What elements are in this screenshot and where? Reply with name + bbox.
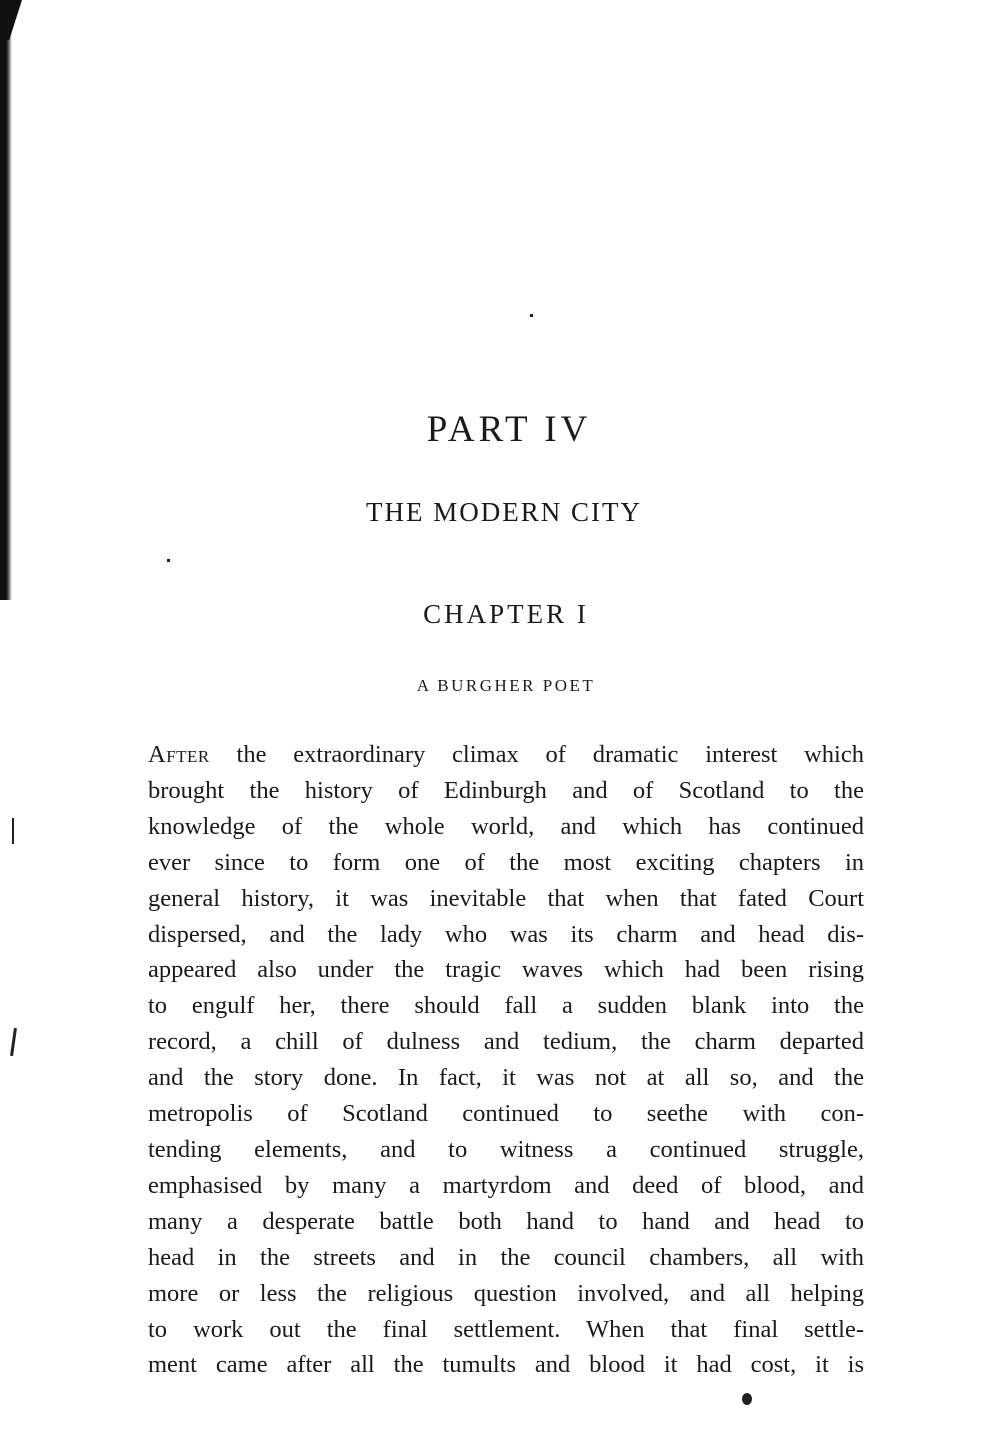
body-line: to work out the final settlement. When that final settle- (148, 1315, 864, 1343)
body-line: record, a chill of dulness and tedium, the charm departed (148, 1028, 864, 1056)
scan-speck (12, 818, 14, 844)
body-line: emphasised by many a martyrdom and deed of blood, and (148, 1171, 864, 1199)
body-line: knowledge of the whole world, and which has continued (148, 812, 864, 840)
part-heading: PART IV (426, 409, 592, 450)
body-paragraph (148, 737, 864, 1383)
scan-speck (10, 1028, 17, 1056)
scan-speck (530, 314, 533, 317)
body-line: appeared also under the tragic waves which had been rising (148, 956, 864, 984)
body-line: tending elements, and to witness a continued struggle, (148, 1135, 864, 1163)
body-line: dispersed, and the lady who was its charm and head dis- (148, 920, 864, 948)
lead-word: After (148, 741, 210, 768)
body-line: to engulf her, there should fall a sudden blank into the (148, 992, 864, 1020)
body-line: many a desperate battle both hand to hand and head to (148, 1207, 864, 1235)
scan-speck (742, 1393, 752, 1405)
body-line: After the extraordinary climax of dramatic interest which (148, 741, 864, 768)
chapter-title: A BURGHER POET (416, 676, 596, 695)
body-line: brought the history of Edinburgh and of Scotland to the (148, 776, 864, 804)
body-line: more or less the religious question involved, and all helping (148, 1279, 864, 1307)
body-line: ment came after all the tumults and blood it had cost, it is (148, 1351, 864, 1379)
body-line: metropolis of Scotland continued to seethe with con- (148, 1100, 864, 1128)
body-line: head in the streets and in the council chambers, all with (148, 1243, 864, 1271)
body-line: general history, it was inevitable that when that fated Court (148, 884, 864, 912)
part-title: THE MODERN CITY (366, 497, 642, 527)
chapter-heading: CHAPTER I (423, 599, 589, 629)
scan-speck (167, 559, 170, 562)
body-line: and the story done. In fact, it was not at all so, and the (148, 1064, 864, 1092)
body-line: ever since to form one of the most exciting chapters in (148, 848, 864, 876)
